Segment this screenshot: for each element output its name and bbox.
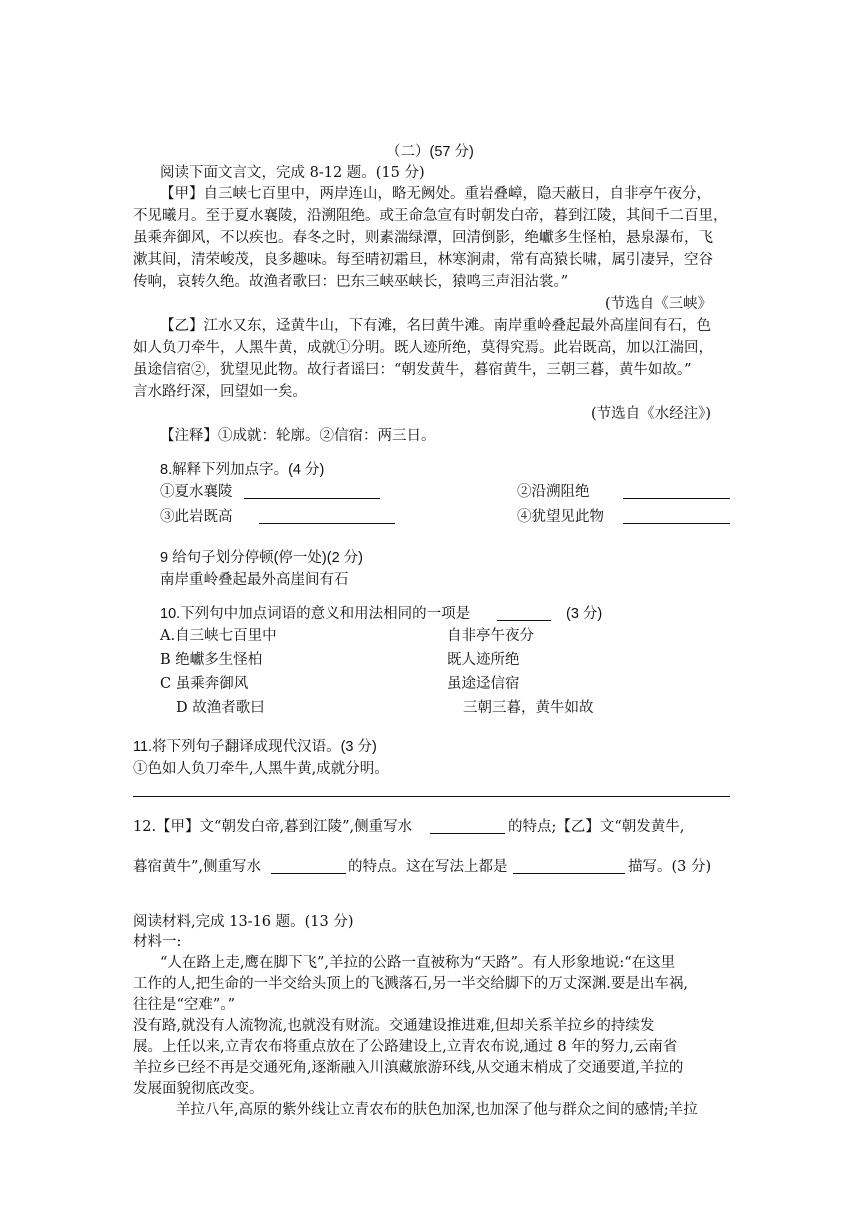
q8-item-3: ③此岩既高 bbox=[160, 509, 233, 525]
q10-option-right: 既人迹所绝 bbox=[447, 652, 520, 668]
passage-source: (节选自《水经注》) bbox=[591, 406, 712, 422]
q8-answer-blank-3[interactable] bbox=[259, 523, 395, 524]
material-line: 工作的人,把生命的一半交给头顶上的飞溅落石,另一半交给脚下的万丈深渊.要是出车祸, bbox=[133, 976, 688, 992]
q10-option-left: A.自三峡七百里中 bbox=[160, 628, 277, 644]
q10-option-right: 三朝三暮，黄牛如故 bbox=[463, 700, 594, 716]
material-line: 往往是“空难”。” bbox=[133, 997, 235, 1013]
q10-option-left: B 绝巘多生怪柏 bbox=[160, 652, 263, 668]
q11-answer-line[interactable] bbox=[133, 796, 730, 797]
material-line: 没有路,就没有人流物流,也就没有财流。交通建设推进难,但却关系羊拉乡的持续发 bbox=[133, 1018, 655, 1034]
q10-option-left: C 虽乘奔御风 bbox=[160, 676, 249, 692]
q10-answer-blank[interactable] bbox=[497, 620, 551, 621]
q12-text: 的特点;【乙】文“朝发黄牛, bbox=[508, 819, 685, 835]
passage-line: 虽乘奔御风，不以疾也。春冬之时，则素湍绿潭，回清倒影，绝巘多生怪柏，悬泉瀑布，飞 bbox=[133, 230, 713, 246]
reading-intro: 阅读材料,完成 13-16 题。(13 分) bbox=[133, 914, 354, 930]
q8-answer-blank-2[interactable] bbox=[623, 498, 730, 499]
passage-line: 言水路纡深，回望如一矣。 bbox=[133, 384, 307, 400]
q10-option-right: 虽途迳信宿 bbox=[447, 676, 520, 692]
question-9-sentence: 南岸重岭叠起最外高崖间有石 bbox=[160, 572, 349, 588]
section-title: （二）(57 分) bbox=[386, 144, 474, 160]
q10-option-right: 自非亭午夜分 bbox=[447, 628, 534, 644]
material-line: 羊拉乡已经不再是交通死角,逐渐融入川滇藏旅游环线,从交通末梢成了交通要道,羊拉的 bbox=[133, 1060, 684, 1076]
q8-answer-blank-4[interactable] bbox=[623, 523, 730, 524]
q10-option-left: D 故渔者歌曰 bbox=[176, 700, 265, 716]
passage-line: 传响，哀转久绝。故渔者歌曰：巴东三峡巫峡长，猿鸣三声泪沾裳。” bbox=[133, 274, 569, 290]
reading-intro: 阅读下面文言文，完成 8-12 题。(15 分) bbox=[160, 165, 425, 181]
material-line: 展。上任以来,立青农布将重点放在了公路建设上,立青农布说,通过 8 年的努力,云南省 bbox=[133, 1039, 678, 1055]
q12-text: 的特点。这在写法上都是 bbox=[348, 859, 508, 875]
material-line: 羊拉八年,高原的紫外线让立青农布的肤色加深,也加深了他与群众之间的感情;羊拉 bbox=[176, 1102, 698, 1118]
q8-item-2: ②沿溯阻绝 bbox=[517, 484, 590, 500]
q12-answer-blank-2[interactable] bbox=[271, 873, 346, 874]
q12-text: 暮宿黄牛”,侧重写水 bbox=[133, 859, 262, 875]
passage-line: 【乙】江水又东，迳黄牛山，下有滩，名曰黄牛滩。南岸重岭叠起最外高崖间有石，色 bbox=[160, 318, 711, 334]
q8-item-1: ①夏水襄陵 bbox=[160, 484, 233, 500]
passage-source: (节选自《三峡》 bbox=[605, 296, 713, 312]
question-9-title: 9 给句子划分停顿(停一处)(2 分) bbox=[160, 550, 363, 566]
q12-text: 12.【甲】文“朝发白帝,暮到江陵”,侧重写水 bbox=[133, 819, 413, 835]
q12-text: 描写。(3 分) bbox=[628, 859, 712, 875]
q8-answer-blank-1[interactable] bbox=[244, 498, 380, 499]
question-score: (3 分) bbox=[566, 606, 603, 622]
passage-line: 【甲】自三峡七百里中，两岸连山，略无阙处。重岩叠嶂，隐天蔽日，自非亭午夜分， bbox=[160, 186, 711, 202]
passage-line: 虽途信宿②，犹望见此物。故行者谣曰：“朝发黄牛，暮宿黄牛，三朝三暮，黄牛如故。” bbox=[133, 362, 692, 378]
q12-answer-blank-1[interactable] bbox=[430, 833, 505, 834]
material-label: 材料一: bbox=[133, 934, 182, 950]
question-title: 10.下列句中加点词语的意义和用法相同的一项是 bbox=[160, 606, 471, 622]
passage-line: 不见曦月。至于夏水襄陵，沿溯阻绝。或王命急宣有时朝发白帝，暮到江陵，其间千二百里， bbox=[133, 208, 728, 224]
question-11-sentence: ①色如人负刀牵牛,人黑牛黄,成就分明。 bbox=[133, 761, 389, 777]
annotation-notes: 【注释】①成就：轮廓。②信宿：两三日。 bbox=[160, 428, 436, 444]
question-11-title: 11.将下列句子翻译成现代汉语。(3 分) bbox=[133, 739, 377, 755]
passage-line: 漱其间，清荣峻茂，良多趣味。每至晴初霜旦，林寒涧肃，常有高猿长啸，属引凄异，空谷 bbox=[133, 252, 713, 268]
material-line: 发展面貌彻底改变。 bbox=[133, 1081, 264, 1097]
question-title: 8.解释下列加点字。(4 分) bbox=[160, 462, 325, 478]
material-line: “人在路上走,鹰在脚下飞”,羊拉的公路一直被称为“天路”。有人形象地说:“在这里 bbox=[160, 955, 676, 971]
q12-answer-blank-3[interactable] bbox=[513, 873, 625, 874]
q8-item-4: ④犹望见此物 bbox=[517, 509, 604, 525]
passage-line: 如人负刀牵牛，人黑牛黄，成就①分明。既人迹所绝，莫得究焉。此岩既高，加以江湍回， bbox=[133, 340, 713, 356]
